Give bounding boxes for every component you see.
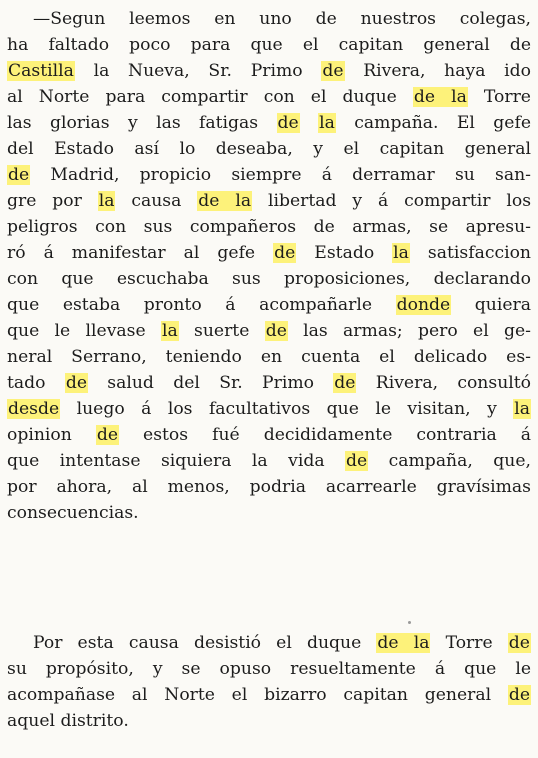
- text-run: la Nueva, Sr. Primo: [74, 61, 322, 81]
- highlighted-word: de: [508, 633, 530, 653]
- highlighted-word: de: [265, 321, 287, 341]
- highlighted-word: la: [514, 399, 530, 419]
- text-run: tado: [7, 373, 65, 393]
- text-line: [33, 6, 531, 32]
- text-line: [7, 318, 531, 344]
- text-run: Madrid, propicio siempre á derramar su san-: [30, 165, 531, 185]
- text-line: [7, 214, 531, 240]
- text-line: [7, 422, 531, 448]
- highlighted-word: de: [346, 451, 368, 471]
- highlighted-word: de: [508, 685, 530, 705]
- text-run: neral Serrano, teniendo en cuenta el delicado es-: [7, 347, 531, 367]
- highlighted-word: de la: [413, 87, 467, 107]
- text-run: luego á los facultativos que le visitan, y: [60, 399, 514, 419]
- text-line: [7, 708, 531, 734]
- highlighted-word: de: [65, 373, 87, 393]
- text-line: [33, 630, 531, 656]
- text-run: campaña. El gefe: [335, 113, 532, 133]
- text-run: ha faltado poco para que el capitan general de: [7, 35, 531, 55]
- text-run: Torre: [467, 87, 531, 107]
- text-run: libertad y á compartir los: [252, 191, 532, 211]
- text-run: al Norte para compartir con el duque: [7, 87, 413, 107]
- text-run: peligros con sus compañeros de armas, se apresu-: [7, 217, 531, 237]
- text-line: [7, 292, 531, 318]
- text-run: del Estado así lo deseaba, y el capitan general: [7, 139, 531, 159]
- text-run: por ahora, al menos, podria acarrearle gravísimas: [7, 477, 531, 497]
- text-run: Estado: [296, 243, 393, 263]
- text-run: Rivera, haya ido: [344, 61, 531, 81]
- text-line: [7, 84, 531, 110]
- text-line: [7, 344, 531, 370]
- text-run: gre por: [7, 191, 98, 211]
- text-line: [7, 370, 531, 396]
- text-line: [7, 136, 531, 162]
- text-run: —Segun leemos en uno de nuestros colegas,: [33, 9, 531, 29]
- highlighted-word: Castilla: [8, 61, 74, 81]
- print-speck: [408, 621, 411, 624]
- text-line: [7, 266, 531, 292]
- highlighted-word: de: [334, 373, 356, 393]
- text-line: [7, 240, 531, 266]
- highlighted-word: la: [319, 113, 335, 133]
- text-run: suerte: [178, 321, 265, 341]
- text-line: [7, 188, 531, 214]
- text-run: que intentase siquiera la vida: [7, 451, 346, 471]
- text-line: [7, 162, 531, 188]
- text-line: [7, 396, 531, 422]
- text-line: [7, 32, 531, 58]
- text-run: que le llevase: [7, 321, 161, 341]
- text-run: con que escuchaba sus proposiciones, declarando: [7, 269, 531, 289]
- text-run: causa: [115, 191, 198, 211]
- text-line: [7, 656, 531, 682]
- text-run: Por esta causa desistió el duque: [33, 633, 377, 653]
- text-run: aquel distrito.: [7, 711, 129, 731]
- text-run: quiera: [451, 295, 531, 315]
- highlighted-word: de la: [198, 191, 252, 211]
- text-line: [7, 500, 531, 526]
- text-run: opinion: [7, 425, 96, 445]
- highlighted-word: de: [322, 61, 344, 81]
- text-run: salud del Sr. Primo: [88, 373, 334, 393]
- text-run: su propósito, y se opuso resueltamente á que le: [7, 659, 531, 679]
- text-run: estos fué decididamente contraria á: [119, 425, 531, 445]
- highlighted-word: de: [8, 165, 30, 185]
- highlighted-word: de: [274, 243, 296, 263]
- text-run: Torre: [430, 633, 508, 653]
- highlighted-word: de la: [377, 633, 430, 653]
- text-run: satisfaccion: [409, 243, 531, 263]
- text-run: [300, 113, 318, 133]
- text-run: las armas; pero el ge-: [287, 321, 531, 341]
- text-run: acompañase al Norte el bizarro capitan general: [7, 685, 508, 705]
- text-run: ró á manifestar al gefe: [7, 243, 274, 263]
- text-run: consecuencias.: [7, 503, 139, 523]
- text-line: [7, 110, 531, 136]
- highlighted-word: desde: [8, 399, 60, 419]
- text-run: campaña, que,: [368, 451, 531, 471]
- text-line: [7, 58, 531, 84]
- text-line: [7, 682, 531, 708]
- highlighted-word: de: [96, 425, 119, 445]
- text-run: que estaba pronto á acompañarle: [7, 295, 396, 315]
- text-line: [7, 448, 531, 474]
- highlighted-word: donde: [396, 295, 451, 315]
- highlighted-word: de: [277, 113, 299, 133]
- highlighted-word: la: [161, 321, 178, 341]
- highlighted-word: la: [393, 243, 409, 263]
- highlighted-word: la: [98, 191, 115, 211]
- text-run: las glorias y las fatigas: [7, 113, 277, 133]
- text-run: Rivera, consultó: [356, 373, 532, 393]
- text-line: [7, 474, 531, 500]
